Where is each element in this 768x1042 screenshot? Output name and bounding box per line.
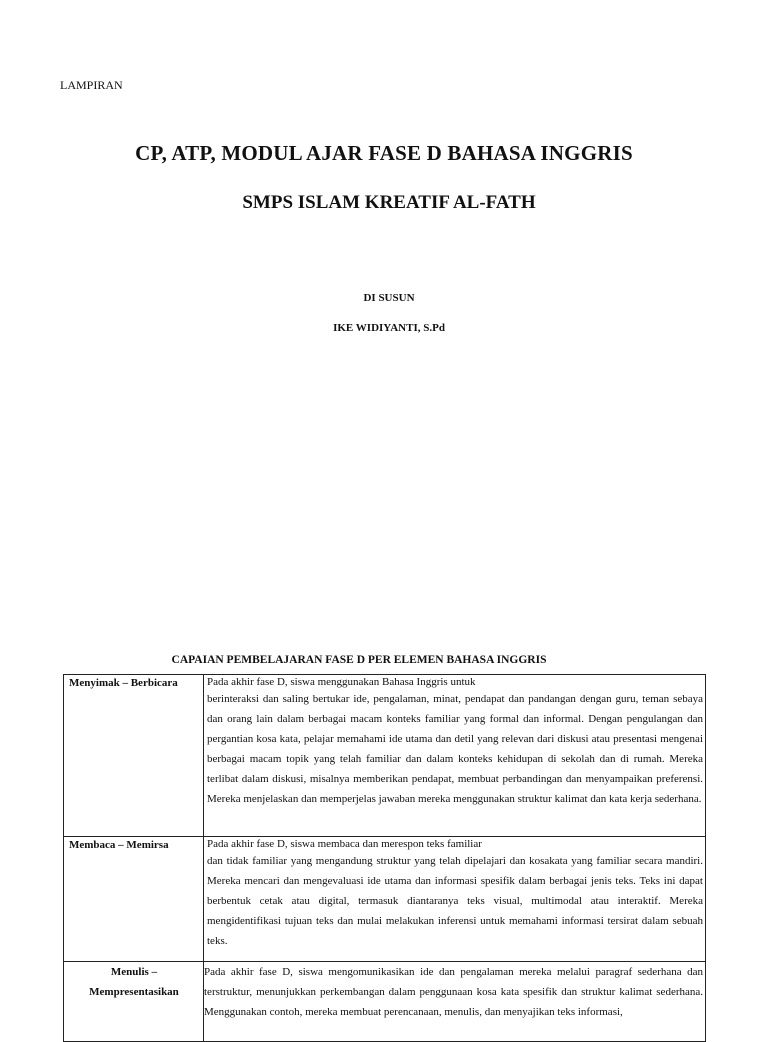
description-cell [204,675,706,837]
school-name: SMPS ISLAM KREATIF AL-FATH [242,192,536,213]
table-row [64,837,706,962]
element-cell [64,962,204,1042]
element-label: Menulis – [110,966,158,978]
author-name: IKE WIDIYANTI, S.Pd [333,322,445,334]
document-title: CP, ATP, MODUL AJAR FASE D BAHASA INGGRIS [135,141,633,165]
compiled-by-label: DI SUSUN [363,292,415,304]
table-caption: CAPAIAN PEMBELAJARAN FASE D PER ELEMEN BAHASA INGGRIS [171,654,547,666]
description-cell [204,837,706,962]
description-first-line: Pada akhir fase D, siswa menggunakan Bahasa Inggris untuk [207,676,476,688]
element-label: Membaca – Memirsa [69,839,169,851]
lampiran-label: LAMPIRAN [60,78,123,92]
learning-outcomes-table [63,674,706,1042]
element-label: Menyimak – Berbicara [69,677,178,689]
element-label: Mempresentasikan [89,986,179,998]
element-cell [64,837,204,962]
element-cell [64,675,204,837]
description-text: dan tidak familiar yang mengandung struktur yang telah dipelajari dan kosakata yang familiar secara mandiri. Mereka mencari dan mengevaluasi ide utama dan informasi spesifik dalam berbagai jenis teks. Teks ini dapat berbentuk cetak atau digital, termasuk diantaranya teks visual, multimodal atau interaktif. Mereka mengidentifikasi tujuan teks dan mulai melakukan inferensi untuk memahami informasi tersirat dalam sebuah teks. [207,855,703,947]
description-text: berinteraksi dan saling bertukar ide, pengalaman, minat, pendapat dan pandangan dengan guru, teman sebaya dan orang lain dalam berbagai macam konteks familiar yang formal dan informal. Dengan pengulangan dan pergantian kosa kata, pelajar memahami ide utama dan detil yang relevan dari diskusi atau presentasi mengenai berbagai macam topik yang telah familiar dan dalam konteks kehidupan di sekolah dan di rumah. Mereka terlibat dalam diskusi, misalnya memberikan pendapat, membuat perbandingan dan menyampaikan preferensi. Mereka menjelaskan dan memperjelas jawaban mereka menggunakan struktur kalimat dan kata kerja sederhana. [207,693,703,805]
description-first-line: Pada akhir fase D, siswa membaca dan merespon teks familiar [207,838,482,850]
description-cell [204,962,706,1042]
description-text: Pada akhir fase D, siswa mengomunikasikan ide dan pengalaman mereka melalui paragraf sederhana dan terstruktur, menunjukkan perkembangan dalam penggunaan kosa kata spesifik dan struktur kalimat sederhana. Menggunakan contoh, mereka membuat perencanaan, menulis, dan menyajikan teks informasi, [204,966,703,1018]
table-row [64,675,706,837]
table-row [64,962,706,1042]
